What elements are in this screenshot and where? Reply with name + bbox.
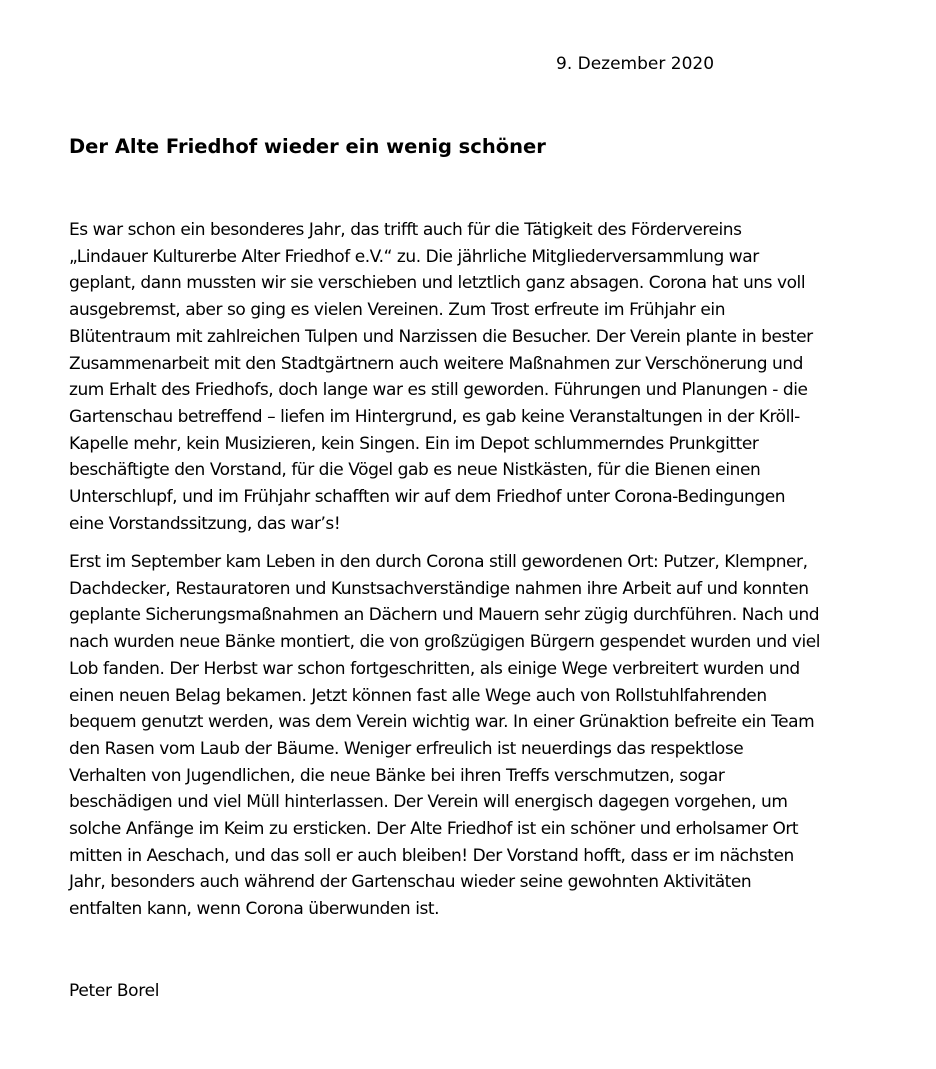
text-line: ausgebremst, aber so ging es vielen Vereinen. Zum Trost erfreute im Frühjahr ein: [69, 300, 726, 321]
text-line: nach wurden neue Bänke montiert, die von großzügigen Bürgern gespendet wurden und viel: [69, 632, 821, 653]
text-line: einen neuen Belag bekamen. Jetzt können fast alle Wege auch von Rollstuhlfahrenden: [69, 685, 767, 706]
text-line: eine Vorstandssitzung, das war’s!: [69, 513, 341, 534]
author-signature: Peter Borel: [69, 981, 160, 1001]
text-line: solche Anfänge im Keim zu ersticken. Der Alte Friedhof ist ein schöner und erholsamer Ort: [69, 819, 799, 840]
text-line: Dachdecker, Restauratoren und Kunstsachverständige nahmen ihre Arbeit auf und konnten: [69, 578, 809, 599]
text-line: Erst im September kam Leben in den durch Corona still gewordenen Ort: Putzer, Klempner,: [69, 552, 808, 572]
text-line: Blütentraum mit zahlreichen Tulpen und Narzissen die Besucher. Der Verein plante in bester: [69, 326, 813, 347]
document-date: 9. Dezember 2020: [556, 54, 715, 74]
text-line: beschädigen und viel Müll hinterlassen. Der Verein will energisch dagegen vorgehen, um: [69, 792, 788, 813]
text-line: „Lindauer Kulturerbe Alter Friedhof e.V.“ zu. Die jährliche Mitgliederversammlung war: [69, 246, 759, 267]
text-line: beschäftigte den Vorstand, für die Vögel gab es neue Nistkästen, für die Bienen einen: [69, 460, 761, 481]
text-line: zum Erhalt des Friedhofs, doch lange war es still geworden. Führungen und Planungen - die: [69, 380, 808, 401]
text-line: Jahr, besonders auch während der Gartenschau wieder seine gewohnten Aktivitäten: [69, 872, 752, 893]
page-title: Der Alte Friedhof wieder ein wenig schöner: [69, 135, 546, 158]
text-line: Verhalten von Jugendlichen, die neue Bänke bei ihren Treffs verschmutzen, sogar: [69, 765, 725, 786]
paragraph-2: [69, 549, 869, 923]
text-line: Kapelle mehr, kein Musizieren, kein Singen. Ein im Depot schlummerndes Prunkgitter: [69, 433, 759, 454]
paragraph-1: [69, 217, 869, 537]
text-line: Unterschlupf, und im Frühjahr schafften wir auf dem Friedhof unter Corona-Bedingungen: [69, 487, 786, 508]
text-line: entfalten kann, wenn Corona überwunden ist.: [69, 899, 440, 920]
text-line: mitten in Aeschach, und das soll er auch bleiben! Der Vorstand hofft, dass er im nächsten: [69, 845, 794, 866]
text-line: den Rasen vom Laub der Bäume. Weniger erfreulich ist neuerdings das respektlose: [69, 738, 744, 759]
text-line: Lob fanden. Der Herbst war schon fortgeschritten, als einige Wege verbreitert wurden und: [69, 658, 800, 679]
text-line: geplante Sicherungsmaßnahmen an Dächern und Mauern sehr zügig durchführen. Nach und: [69, 605, 820, 626]
text-line: bequem genutzt werden, was dem Verein wichtig war. In einer Grünaktion befreite ein Team: [69, 712, 815, 733]
text-line: geplant, dann mussten wir sie verschieben und letztlich ganz absagen. Corona hat uns voll: [69, 273, 806, 294]
text-line: Es war schon ein besonderes Jahr, das trifft auch für die Tätigkeit des Fördervereins: [69, 220, 742, 240]
text-line: Gartenschau betreffend – liefen im Hintergrund, es gab keine Veranstaltungen in der Kröll-: [69, 406, 800, 427]
text-line: Zusammenarbeit mit den Stadtgärtnern auch weitere Maßnahmen zur Verschönerung und: [69, 353, 804, 374]
